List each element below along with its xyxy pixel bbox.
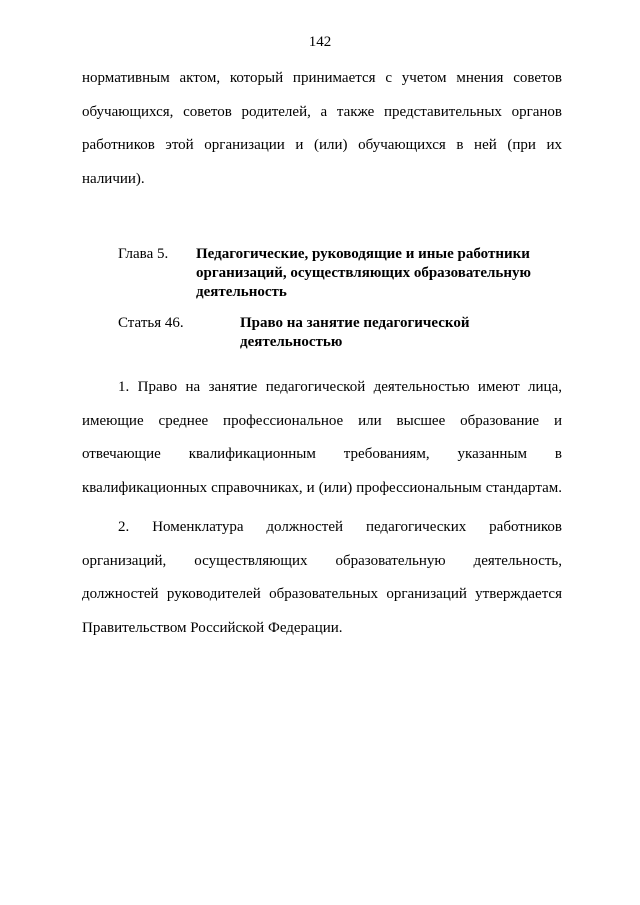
chapter-title-line: Педагогические, руководящие и иные работники [196, 246, 530, 262]
text-line: работников этой организации и (или) обучающихся в ней (при их [82, 137, 562, 153]
chapter-heading [118, 245, 568, 305]
text-line: имеющие среднее профессиональное или высшее образование и [82, 412, 562, 429]
text-line: должностей руководителей образовательных организаций утверждается [82, 586, 562, 602]
text-line: наличии). [82, 170, 145, 187]
chapter-label: Глава 5. [118, 246, 169, 262]
clause-1-paragraph [82, 371, 562, 505]
text-line: отвечающие квалификационным требованиям, указанным в [82, 446, 562, 462]
chapter-title-line: деятельность [196, 284, 287, 300]
text-line: организаций, осуществляющих образовательную деятельность, [82, 552, 562, 569]
page-number: 142 [308, 34, 332, 50]
article-label: Статья 46. [118, 315, 184, 331]
chapter-title-line: организаций, осуществляющих образовательную [196, 265, 531, 281]
text-line: Правительством Российской Федерации. [82, 619, 343, 636]
text-line: обучающихся, советов родителей, а также представительных органов [82, 103, 562, 120]
continuation-paragraph [82, 62, 562, 196]
text-line: 1. Право на занятие педагогической деятельностью имеют лица, [118, 379, 562, 395]
clause-2-paragraph [82, 511, 562, 645]
article-heading [118, 314, 568, 354]
text-line: нормативным актом, который принимается с учетом мнения советов [82, 70, 562, 86]
article-title-line: Право на занятие педагогической [240, 315, 470, 331]
text-line: 2. Номенклатура должностей педагогических работников [118, 519, 562, 535]
article-title-line: деятельностью [240, 334, 343, 350]
text-line: квалификационных справочниках, и (или) профессиональным стандартам. [82, 479, 562, 496]
